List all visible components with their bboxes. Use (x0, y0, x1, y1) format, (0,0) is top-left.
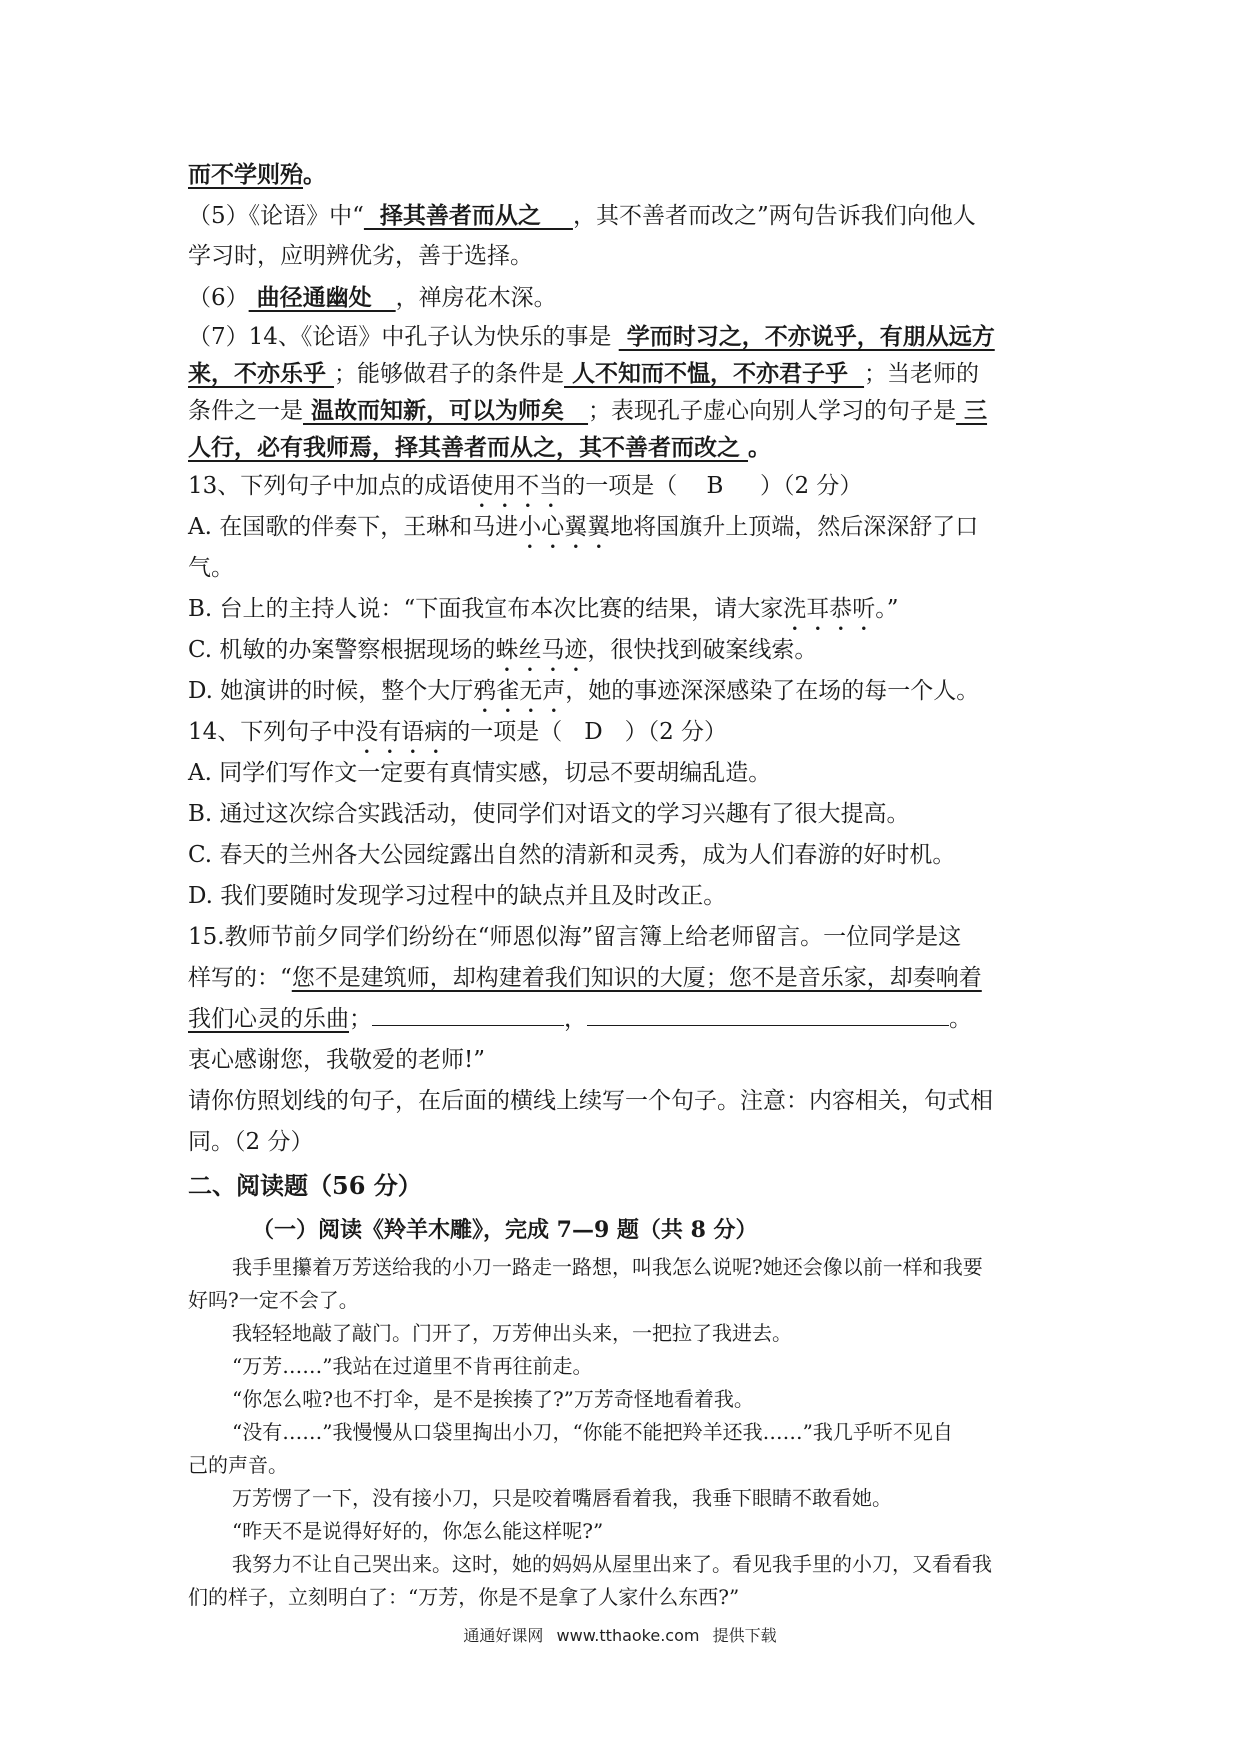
dotted-text: 没有语病 (355, 719, 448, 745)
main-text (188, 154, 1056, 1614)
passage-line: 好吗?一定不会了。 (188, 1288, 359, 1312)
q7-line: （7）14、《论语》中孔子认为快乐的事是 学而时习之，不亦说乎，有朋从远方 (188, 323, 995, 350)
q13-option-b: B. 台上的主持人说：“下面我宣布本次比赛的结果，请大家洗耳恭听。” (188, 596, 899, 622)
q7-line: 人行，必有我师焉，择其善者而从之，其不善者而改之 。 (188, 434, 772, 461)
q7-line: 来，不亦乐乎 ；能够做君子的条件是 人不知而不愠，不亦君子乎 ；当老师的 (188, 360, 980, 387)
q15-line: 样写的：“您不是建筑师，却构建着我们知识的大厦；您不是音乐家，却奏响着 (188, 965, 982, 991)
answer-underline: 三 (956, 397, 988, 424)
dotted-text: 小心翼翼 (518, 514, 611, 540)
answer-underline: 而不学则殆 (188, 161, 303, 188)
dotted-text: 使用不当 (470, 473, 563, 499)
subsection-heading: （一）阅读《羚羊木雕》，完成 7—9 题（共 8 分） (252, 1217, 758, 1243)
footer-tail: 提供下载 (712, 1626, 777, 1645)
q14-option-a: A. 同学们写作文一定要有真情实感，切忌不要胡编乱造。 (188, 760, 772, 786)
q13-option-a-cont: 气。 (188, 555, 234, 581)
passage-line: 我努力不让自己哭出来。这时，她的妈妈从屋里出来了。看见我手里的小刀，又看看我 (232, 1552, 992, 1576)
q13-stem: 13、下列句子中加点的成语使用不当的一项是（ B ）（2 分） (188, 473, 863, 499)
footer-site: 通通好课网 (463, 1626, 544, 1645)
q15-line: 请你仿照划线的句子，在后面的横线上续写一个句子。注意：内容相关，句式相 (188, 1088, 993, 1114)
footer-url[interactable]: www.tthaoke.com (556, 1626, 700, 1645)
answer-underline: 学而时习之，不亦说乎，有朋从远方 (618, 323, 995, 350)
q5-line: 学习时，应明辨优劣，善于选择。 (188, 243, 533, 269)
passage-line: “没有……”我慢慢从口袋里掏出小刀，“你能不能把羚羊还我……”我几乎听不见自 (232, 1420, 953, 1444)
answer-underline: 人行，必有我师焉，择其善者而从之，其不善者而改之 (188, 434, 749, 461)
passage-line: “昨天不是说得好好的，你怎么能这样呢?” (232, 1519, 604, 1543)
passage-line: “万芳……”我站在过道里不肯再往前走。 (232, 1354, 593, 1378)
passage-line: “你怎么啦?也不打伞，是不是挨揍了?”万芳奇怪地看着我。 (232, 1387, 754, 1411)
answer-underline: 来，不亦乐乎 (188, 360, 335, 387)
q5-line: （5）《论语》中“ 择其善者而从之 ，其不善者而改之”两句告诉我们向他人 (188, 202, 976, 229)
answer-underline: 温故而知新，可以为师矣 (303, 397, 589, 424)
q15-line: 我们心灵的乐曲； ， 。 (188, 999, 1056, 1040)
model-sentence: 我们心灵的乐曲 (188, 1006, 349, 1032)
section-heading: 二、阅读题（56 分） (188, 1171, 422, 1200)
passage-line: 们的样子，立刻明白了：“万芳，你是不是拿了人家什么东西?” (188, 1585, 740, 1609)
q6-line: （6） 曲径通幽处 ，禅房花木深。 (188, 284, 557, 311)
q13-option-a: A. 在国歌的伴奏下，王琳和马进小心翼翼地将国旗升上顶端，然后深深舒了口 (188, 514, 979, 540)
q13-option-d: D. 她演讲的时候，整个大厅鸦雀无声，她的事迹深深感染了在场的每一个人。 (188, 678, 980, 704)
q15-line: 衷心感谢您，我敬爱的老师!” (188, 1047, 486, 1073)
dotted-text: 洗耳恭听 (783, 596, 876, 622)
dotted-text: 蛛丝马迹 (495, 637, 588, 663)
page-footer (0, 1623, 1240, 1646)
answer-underline: 曲径通幽处 (248, 284, 396, 311)
q14-stem: 14、下列句子中没有语病的一项是（ D ）（2 分） (188, 719, 728, 745)
model-sentence: 您不是建筑师，却构建着我们知识的大厦；您不是音乐家，却奏响着 (291, 965, 982, 991)
q13-option-c: C. 机敏的办案警察根据现场的蛛丝马迹，很快找到破案线索。 (188, 637, 818, 663)
passage-line: 我手里攥着万芳送给我的小刀一路走一路想，叫我怎么说呢?她还会像以前一样和我要 (232, 1255, 983, 1279)
q14-option-d: D. 我们要随时发现学习过程中的缺点并且及时改正。 (188, 883, 727, 909)
text-line: 而不学则殆。 (188, 161, 326, 188)
answer-underline: 人不知而不愠，不亦君子乎 (564, 360, 865, 387)
q7-line: 条件之一是 温故而知新，可以为师矣 ；表现孔子虚心向别人学习的句子是 三 (188, 397, 988, 424)
answer-underline: 择其善者而从之 (363, 202, 573, 229)
passage-line: 万芳愣了一下，没有接小刀，只是咬着嘴唇看着我，我垂下眼睛不敢看她。 (232, 1486, 892, 1510)
q15-line: 同。（2 分） (188, 1129, 314, 1155)
answer-blank[interactable] (587, 999, 949, 1026)
passage-line: 我轻轻地敲了敲门。门开了，万芳伸出头来，一把拉了我进去。 (232, 1321, 792, 1345)
passage-line: 己的声音。 (188, 1453, 288, 1477)
dotted-text: 鸦雀无声 (473, 678, 566, 704)
reading-passage (188, 1251, 1056, 1614)
q14-option-b: B. 通过这次综合实践活动，使同学们对语文的学习兴趣有了很大提高。 (188, 801, 910, 827)
q15-line: 15.教师节前夕同学们纷纷在“师恩似海”留言簿上给老师留言。一位同学是这 (188, 924, 962, 950)
answer-blank[interactable] (372, 999, 564, 1026)
q14-option-c: C. 春天的兰州各大公园绽露出自然的清新和灵秀，成为人们春游的好时机。 (188, 842, 956, 868)
